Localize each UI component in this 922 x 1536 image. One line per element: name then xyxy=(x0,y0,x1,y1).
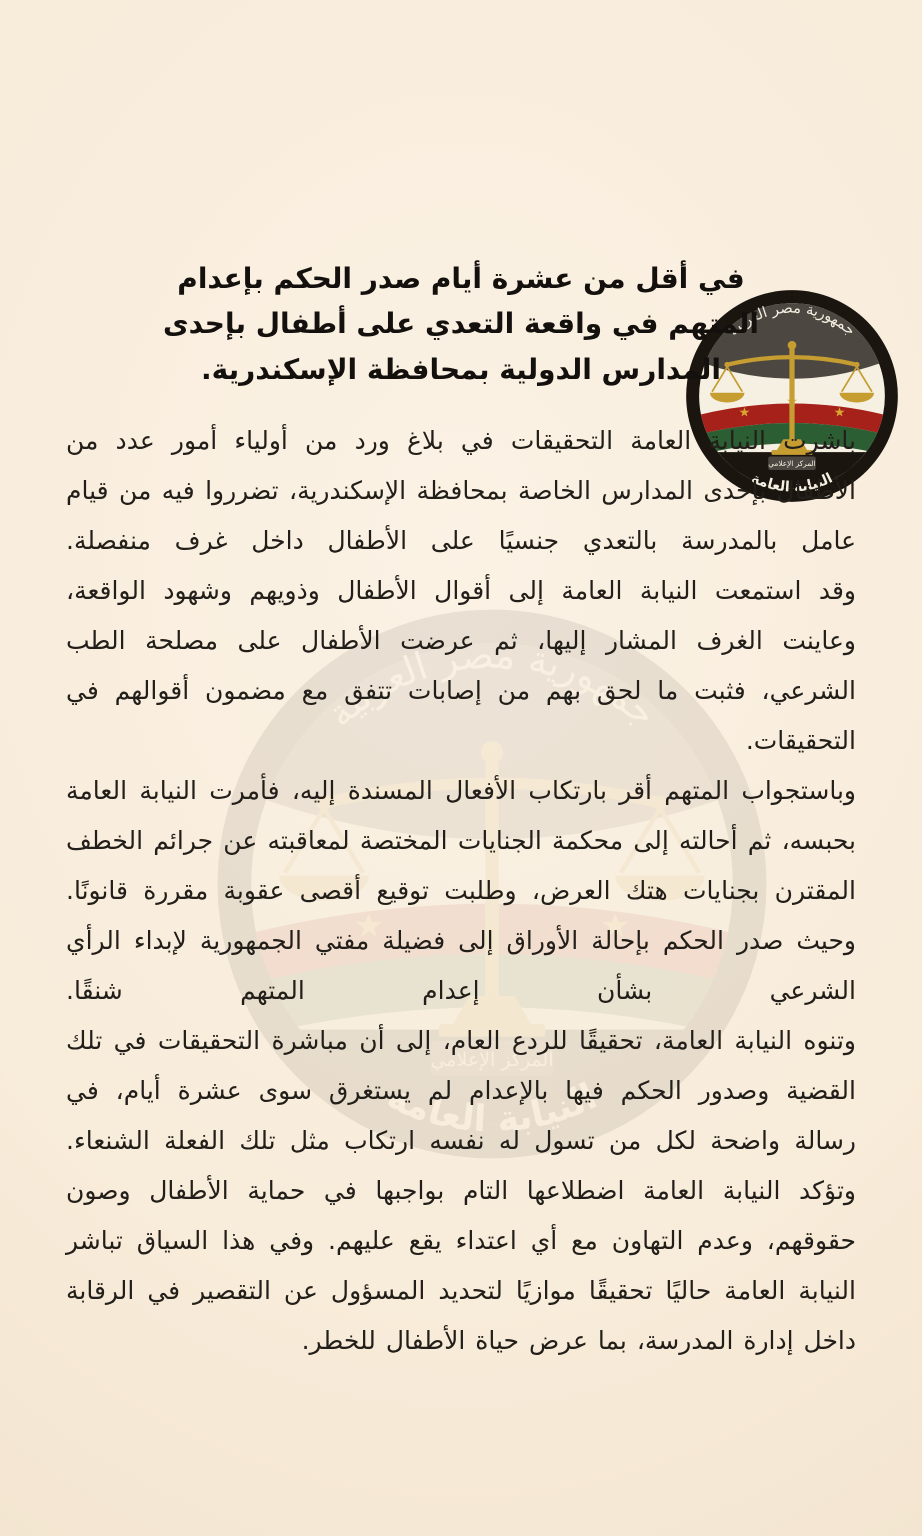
body-paragraph: وتؤكد النيابة العامة اضطلاعها التام بواجبها في حماية الأطفال وصون حقوقهم، وعدم التهاون مع أي اعتداء يقع عليهم. وفي هذا السياق تباشر النيابة العامة حاليًا تحقيقًا موازيًا لتحديد المسؤول عن التقصير في الرقابة داخل إدارة المدرسة، بما عرض حياة الأطفال للخطر. xyxy=(66,1176,856,1356)
body-paragraph: وقد استمعت النيابة العامة إلى أقوال الأطفال وذويهم وشهود الواقعة، وعاينت الغرف المشار إليها، ثم عرضت الأطفال على مصلحة الطب الشرعي، فثبت ما لحق بهم من إصابات تتفق مع مضمون أقوالهم في التحقيقات. xyxy=(66,576,856,756)
body-paragraph: وتنوه النيابة العامة، تحقيقًا للردع العام، إلى أن مباشرة التحقيقات في تلك القضية وصدور الحكم فيها بالإعدام لم يستغرق سوى عشرة أيام، في رسالة واضحة لكل من تسول له نفسه ارتكاب مثل تلك الفعلة الشنعاء. xyxy=(66,1026,856,1156)
body-paragraph: وباستجواب المتهم أقر بارتكاب الأفعال المسندة إليه، فأمرت النيابة العامة بحبسه، ثم أحالته إلى محكمة الجنايات المختصة لمعاقبته عن جرائم الخطف المقترن بجنايات هتك العرض، وطلبت توقيع أقصى عقوبة مقررة قانونًا. وحيث صدر الحكم بإحالة الأوراق إلى فضيلة مفتي الجمهورية لإبداء الرأي الشرعي بشأن إعدام المتهم شنقًا. xyxy=(66,776,856,1006)
statement-page xyxy=(0,256,922,1536)
statement-body xyxy=(66,416,856,1366)
headline: في أقل من عشرة أيام صدر الحكم بإعدام المتهم في واقعة التعدي على أطفال بإحدى المدارس الدولية بمحافظة الإسكندرية. xyxy=(162,262,760,386)
body-paragraph: باشرت النيابة العامة التحقيقات في بلاغ ورد من أولياء أمور عدد من الأطفال بإحدى المدارس الخاصة بمحافظة الإسكندرية، تضرروا فيه من قيام عامل بالمدرسة بالتعدي جنسيًا على الأطفال داخل غرف منفصلة. xyxy=(66,426,856,556)
